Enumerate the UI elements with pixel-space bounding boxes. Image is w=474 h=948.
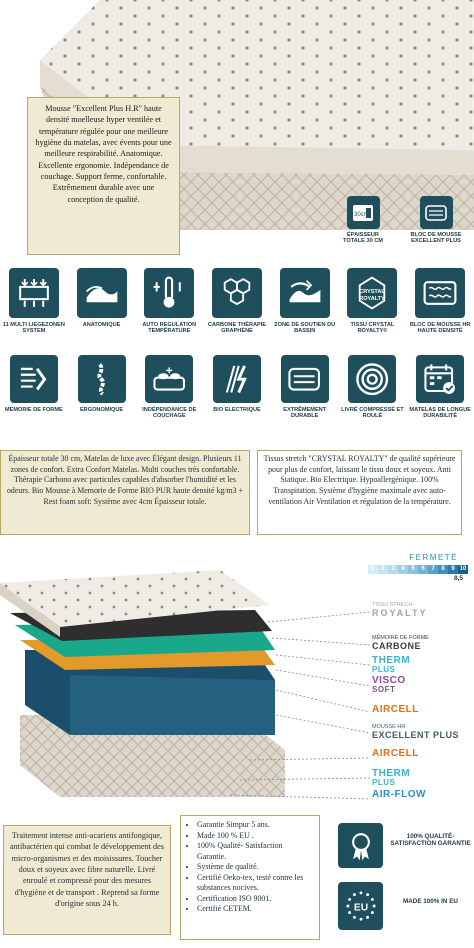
guarantee-item: • Certification ISO 9001. xyxy=(197,894,313,905)
firmness-title: FERMETÉ xyxy=(409,553,458,562)
layer-label-line1: MOUSSE HR xyxy=(372,724,406,730)
feature-label: CARBONE THÉRAPIE GRAPHÈNE xyxy=(207,322,267,335)
independence-icon xyxy=(145,355,193,403)
layer-label xyxy=(372,725,472,740)
eu-star xyxy=(370,911,373,914)
feature-label: BIO ELECTRIQUE xyxy=(213,407,261,413)
spec-box-left xyxy=(0,450,250,535)
layer-label xyxy=(372,676,472,694)
feature-label: AUTO REGULATION TEMPÉRATURE xyxy=(142,322,197,335)
graphene-icon xyxy=(212,268,262,318)
feature-durable xyxy=(271,355,339,420)
rolled-icon xyxy=(348,355,396,403)
treatment-text: Traitement intense anti-acariens antifongique, antibactérien qui combat le développement des micro-organismes et des moisissures. Toucher doux et soyeux avec fibre naturelle. Livré enroulé et compressé pour des mesures d'hygiène et de transport . Reprend sa forme d'origine sous 24 h. xyxy=(10,831,164,908)
feature-rolled xyxy=(339,355,407,420)
hero-description-box xyxy=(27,97,180,255)
thermometer-icon xyxy=(144,268,194,318)
eu-star xyxy=(366,893,369,896)
features-row-1 xyxy=(0,268,474,350)
guarantee-item: • Made 100 % EU . xyxy=(197,831,313,842)
guarantee-box xyxy=(180,815,320,940)
firmness-step: 9 xyxy=(448,565,458,574)
feature-label: TISSU CRYSTAL ROYALTY® xyxy=(350,322,395,335)
guarantee-item: • Certifié CETEM. xyxy=(197,904,313,915)
calendar-icon xyxy=(416,355,464,403)
layer-label xyxy=(372,603,472,618)
firmness-step: 8 xyxy=(438,565,448,574)
firmness-step: 4 xyxy=(398,565,408,574)
guarantee-item: • Certifié Oeko-tex, testé contre les substances nocives. xyxy=(197,873,313,894)
spec-box-right xyxy=(257,450,462,535)
svg-text:CRYSTAL: CRYSTAL xyxy=(359,289,386,295)
firmness-scale xyxy=(368,553,468,582)
badge-thickness-label: ÉPAISSEUR TOTALE 30 CM xyxy=(343,232,383,245)
feature-label: BLOC DE MOUSSE HR HAUTE DENSITÉ xyxy=(409,322,471,335)
eu-badge xyxy=(338,882,473,937)
feature-independence xyxy=(135,355,203,420)
feature-label: MATELAS DE LONGUE DURABILITÉ xyxy=(409,407,471,420)
firmness-step: 2 xyxy=(378,565,388,574)
feature-calendar xyxy=(406,355,474,420)
guarantee-list xyxy=(187,820,313,915)
crystal-royalty-icon xyxy=(347,268,397,318)
eu-star xyxy=(352,893,355,896)
foam-block-icon xyxy=(420,196,453,229)
firmness-step: 1 xyxy=(368,565,378,574)
feature-label: 11 MULTI LIEGEZONEN SYSTEM xyxy=(2,322,65,335)
layer-label-line1: TISSU STRECH xyxy=(372,602,413,608)
spec-right-text: Tissus stretch "CRYSTAL ROYALTY" de qualité supérieure pour plus de confort, laissant le tissu doux et soyeux. Anti Statique. Bio Electrique. Hypoallergénique. 100% Transpitation. Système d'hygiène maximale avec auto-ventilation Air Ventilation et régulation de la température. xyxy=(263,454,456,506)
feature-label: LIVRÉ COMPRESSÉ ET ROULÉ xyxy=(341,407,404,420)
firmness-step: 10 xyxy=(459,566,467,572)
guarantee-item: • Système de qualité. xyxy=(197,862,313,873)
feature-bio-electric xyxy=(203,355,271,413)
layer-label-line2: SOFT xyxy=(372,685,396,694)
layer-label xyxy=(372,705,472,715)
features-row-2 xyxy=(0,355,474,435)
hr-foam-icon xyxy=(415,268,465,318)
feature-hr-foam xyxy=(406,268,474,335)
layer-label-line1: THERM xyxy=(372,768,411,779)
hero-description: Mousse "Excellent Plus H.R" haute densité moelleuse hyper ventilée et température régulée pour une meilleure hygiène du matelas, avec évents pour une meilleure respirabilité. Anatomique. Excellente ergonomie. Indépendance de couchage. Support ferme, confortable. Extrêmement durable avec une conception de qualité. xyxy=(35,104,172,204)
memory-foam-icon xyxy=(10,355,58,403)
feature-label: ZONE DE SOUTIEN DU BASSIN xyxy=(274,322,336,335)
layer-label xyxy=(372,749,472,759)
eu-stars-icon xyxy=(338,882,383,930)
feature-label: MEMORIE DE FORME xyxy=(4,407,63,413)
feature-memory-foam xyxy=(0,355,68,413)
feature-zones xyxy=(0,268,68,335)
feature-spine xyxy=(68,355,136,413)
spine-icon xyxy=(78,355,126,403)
pelvis-support-icon xyxy=(280,268,330,318)
svg-text:ROYALTY: ROYALTY xyxy=(359,295,386,302)
firmness-value: 8,5 xyxy=(453,575,463,582)
layer-list xyxy=(368,600,473,810)
feature-pelvis-support xyxy=(271,268,339,335)
zones-icon xyxy=(9,268,59,318)
eu-star xyxy=(346,905,349,908)
layer-label-line2: ROYALTY xyxy=(372,607,428,618)
layer-label-line2: PLUS xyxy=(372,665,396,674)
firmness-step: 6 xyxy=(418,565,428,574)
eu-star xyxy=(348,911,351,914)
treatment-box xyxy=(3,825,171,935)
badge-thickness xyxy=(342,196,384,245)
layer-label-line2: CARBONE xyxy=(372,640,422,651)
layer-label-line1: AIRCELL xyxy=(372,748,419,759)
layer-label xyxy=(372,769,472,787)
layer-label-line1: AIRCELL xyxy=(372,704,419,715)
eu-star xyxy=(370,898,373,901)
badge-foam-block-label: BLOC DE MOUSSE EXCELLENT PLUS xyxy=(410,232,462,245)
feature-label: ERGONOMIQUE xyxy=(79,407,124,413)
eu-label: MADE 100% IN EU xyxy=(403,898,458,905)
anatomic-icon xyxy=(77,268,127,318)
layer-label xyxy=(372,790,472,800)
layer-label xyxy=(372,636,472,651)
satisfaction-badge xyxy=(338,823,473,873)
layer-label-line1: THERM xyxy=(372,655,411,666)
durable-icon xyxy=(281,355,329,403)
firmness-step: 5 xyxy=(408,565,418,574)
eu-star xyxy=(352,916,355,919)
eu-star xyxy=(366,916,369,919)
feature-anatomic xyxy=(68,268,136,328)
guarantee-item: • Garantie Simpur 5 ans. xyxy=(197,820,313,831)
bio-electric-icon xyxy=(213,355,261,403)
satisfaction-label: 100% QUALITÉ-SATISFACTION GARANTIE xyxy=(390,833,471,848)
spec-left-text: Épaisseur totale 30 cm, Matelas de luxe avec Élégant design. Plusieurs 11 zones de confort. Extra Confort Matelas. Multi couches très confortable. Thérapie Carbono avec particules capables d'absorber l'humidité et les odeurs. Bio Mousse à Memorie de Forme BIO PUR haute densité kg/m3 + Rest foam soft: Système avec 4cm Épaisseur totale. xyxy=(6,454,244,506)
eu-star xyxy=(359,918,362,921)
firmness-step: 3 xyxy=(388,565,398,574)
eu-star xyxy=(348,898,351,901)
svg-text:30cm: 30cm xyxy=(354,211,369,218)
layer-label-line2: EXCELLENT PLUS xyxy=(372,729,460,740)
eu-star xyxy=(359,891,362,894)
layer-label-line1: MÉMOIRE DE FORME xyxy=(372,635,429,641)
guarantee-item: • 100% Qualité- Satisfaction Garantie. xyxy=(197,841,313,862)
layer-label-line1: AIR-FLOW xyxy=(372,789,426,800)
badge-foam-block xyxy=(406,196,466,245)
layer-label xyxy=(372,656,472,674)
layer-label-line1: VISCO xyxy=(372,675,406,686)
feature-graphene xyxy=(203,268,271,335)
firmness-bar xyxy=(368,565,468,574)
feature-label: INDÉPENDANCE DE COUCHAGE xyxy=(142,407,197,420)
firmness-step: 7 xyxy=(428,565,438,574)
layer-label-line2: PLUS xyxy=(372,778,396,787)
feature-label: EXTRÊMEMENT DURABLE xyxy=(283,407,327,420)
feature-thermometer xyxy=(135,268,203,335)
thickness-icon xyxy=(347,196,380,229)
eu-badge-text: EU xyxy=(353,902,368,914)
feature-crystal-royalty xyxy=(339,268,407,335)
satisfaction-icon xyxy=(338,823,383,868)
feature-label: ANATOMIQUE xyxy=(82,322,121,328)
eu-star xyxy=(372,905,375,908)
